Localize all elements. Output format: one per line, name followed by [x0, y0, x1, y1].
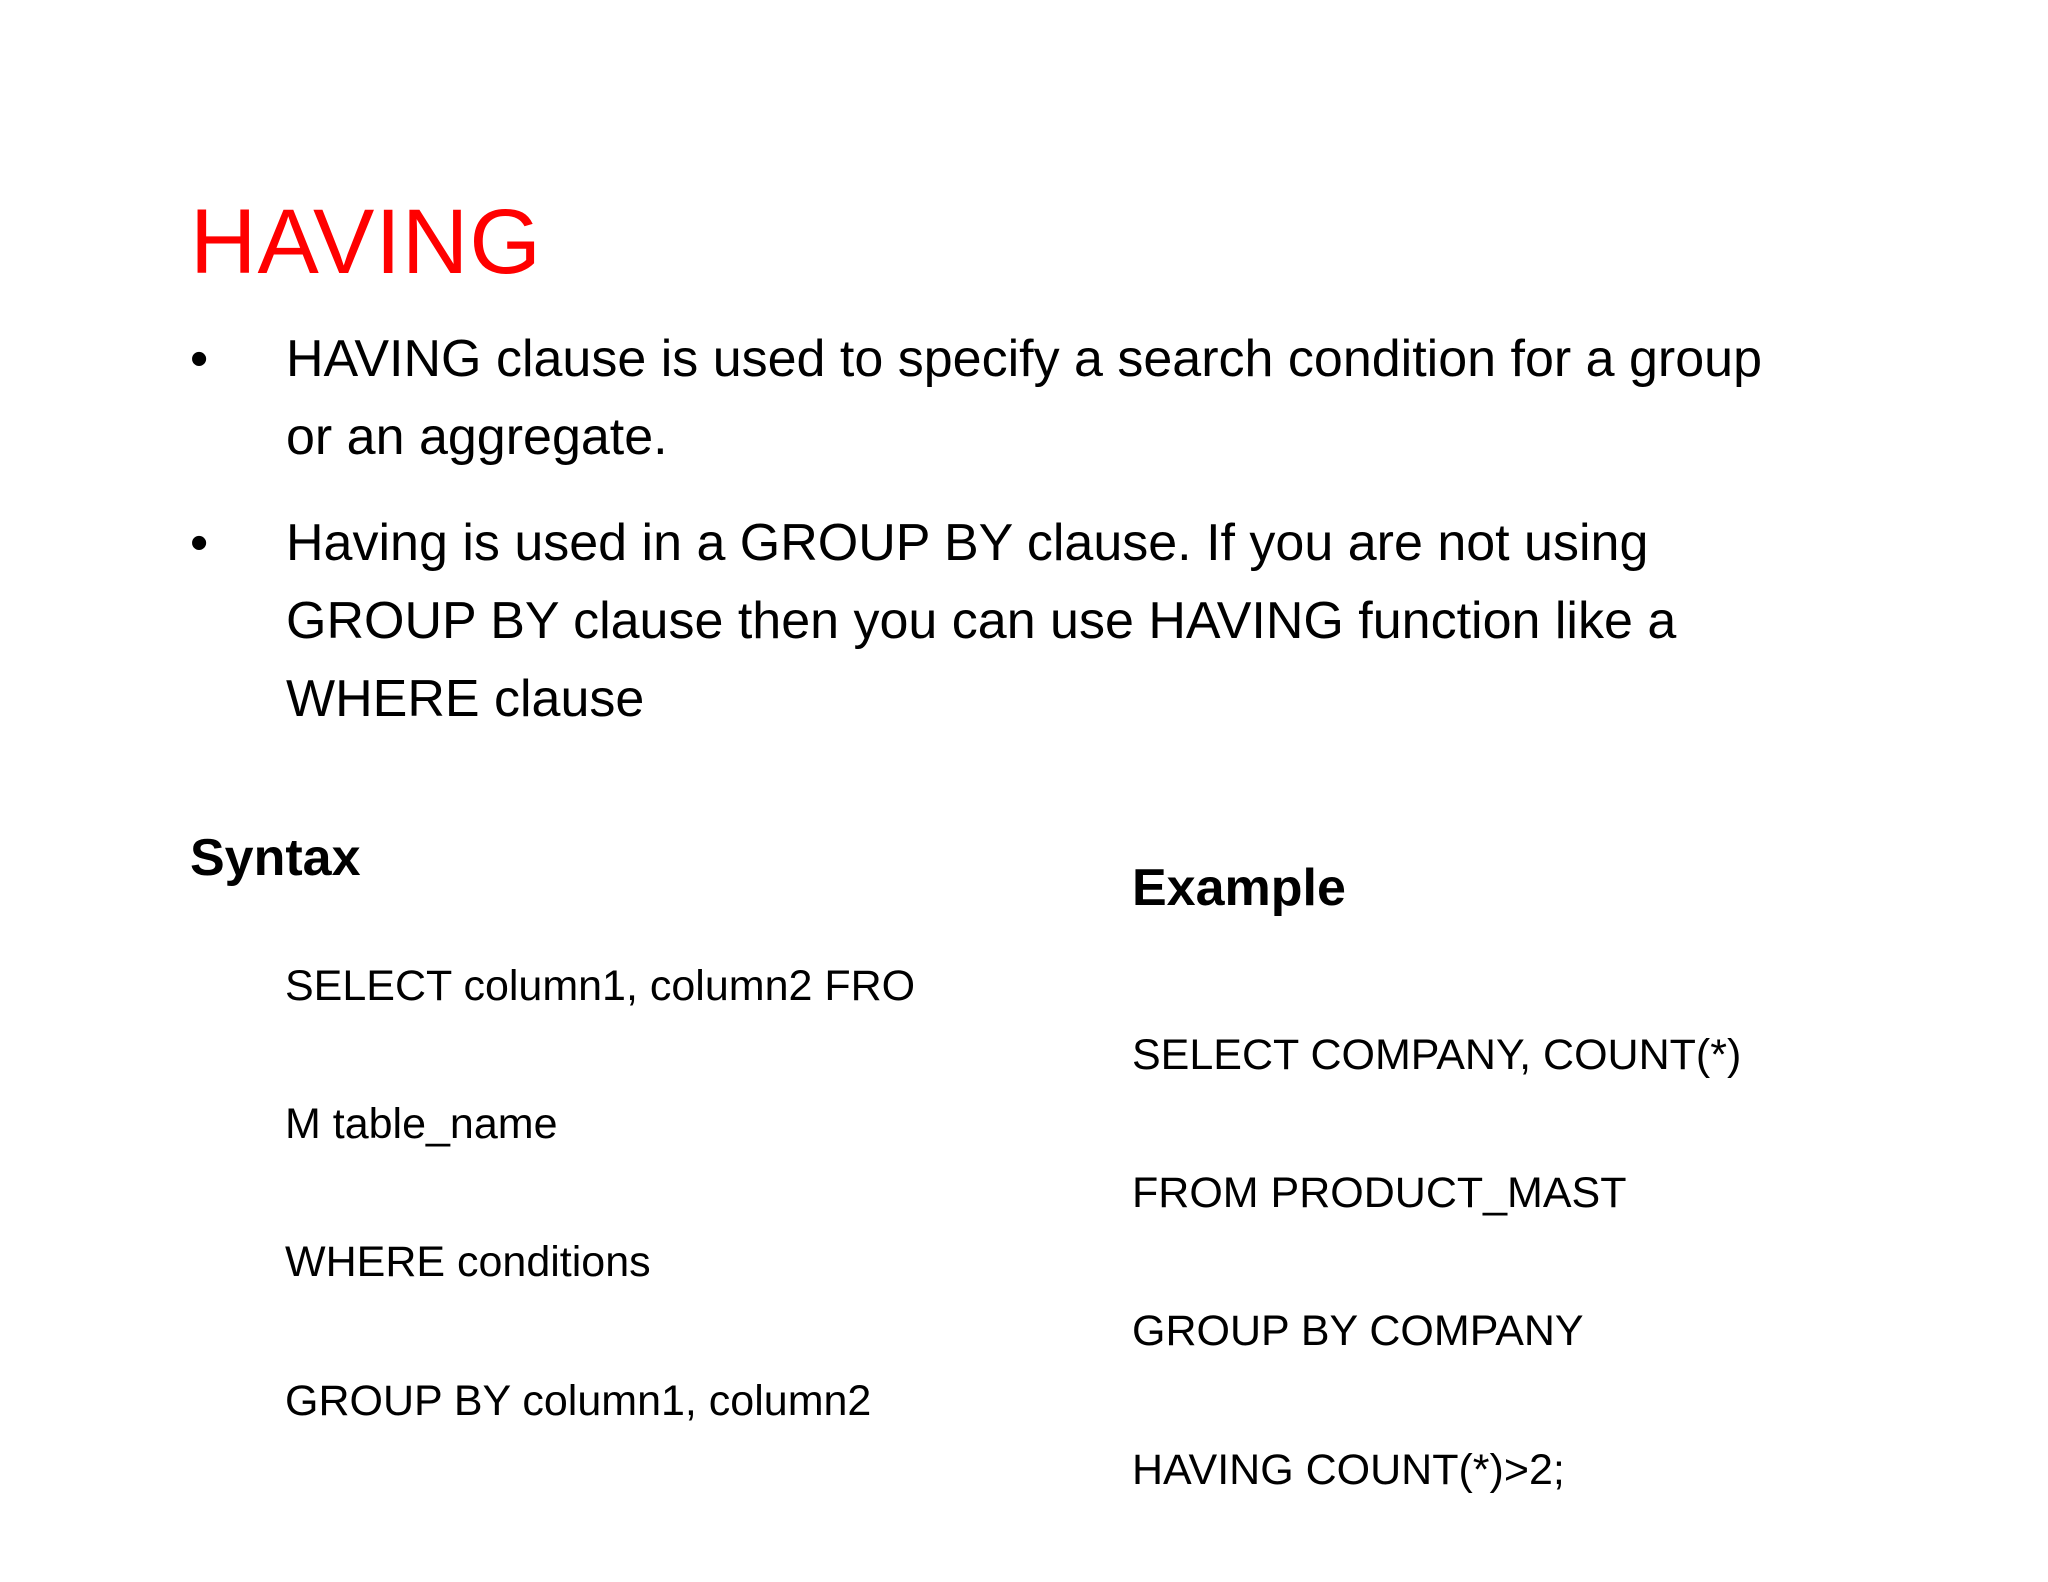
example-heading: Example	[1132, 859, 1346, 917]
syntax-line: GROUP BY column1, column2	[285, 1377, 872, 1425]
example-line: SELECT COMPANY, COUNT(*)	[1132, 1031, 1742, 1079]
bullet-item	[190, 504, 1810, 738]
syntax-heading: Syntax	[190, 829, 361, 887]
syntax-line: SELECT column1, column2 FRO	[285, 962, 916, 1010]
bullet-icon: •	[190, 514, 209, 572]
syntax-line: M table_name	[285, 1100, 558, 1148]
bullet-icon: •	[190, 330, 209, 388]
example-line: HAVING COUNT(*)>2;	[1132, 1446, 1565, 1494]
bullet-list	[190, 320, 1810, 766]
bullet-item	[190, 320, 1810, 476]
bullet-text: HAVING clause is used to specify a search condition for a group or an aggregate.	[286, 330, 1763, 466]
slide-title: HAVING	[190, 191, 542, 293]
example-line: GROUP BY COMPANY	[1132, 1307, 1584, 1355]
syntax-line: WHERE conditions	[285, 1238, 651, 1286]
example-line: FROM PRODUCT_MAST	[1132, 1169, 1627, 1217]
bullet-text: Having is used in a GROUP BY clause. If you are not using GROUP BY clause then you can use HAVING function like a WHERE clause	[286, 514, 1677, 728]
